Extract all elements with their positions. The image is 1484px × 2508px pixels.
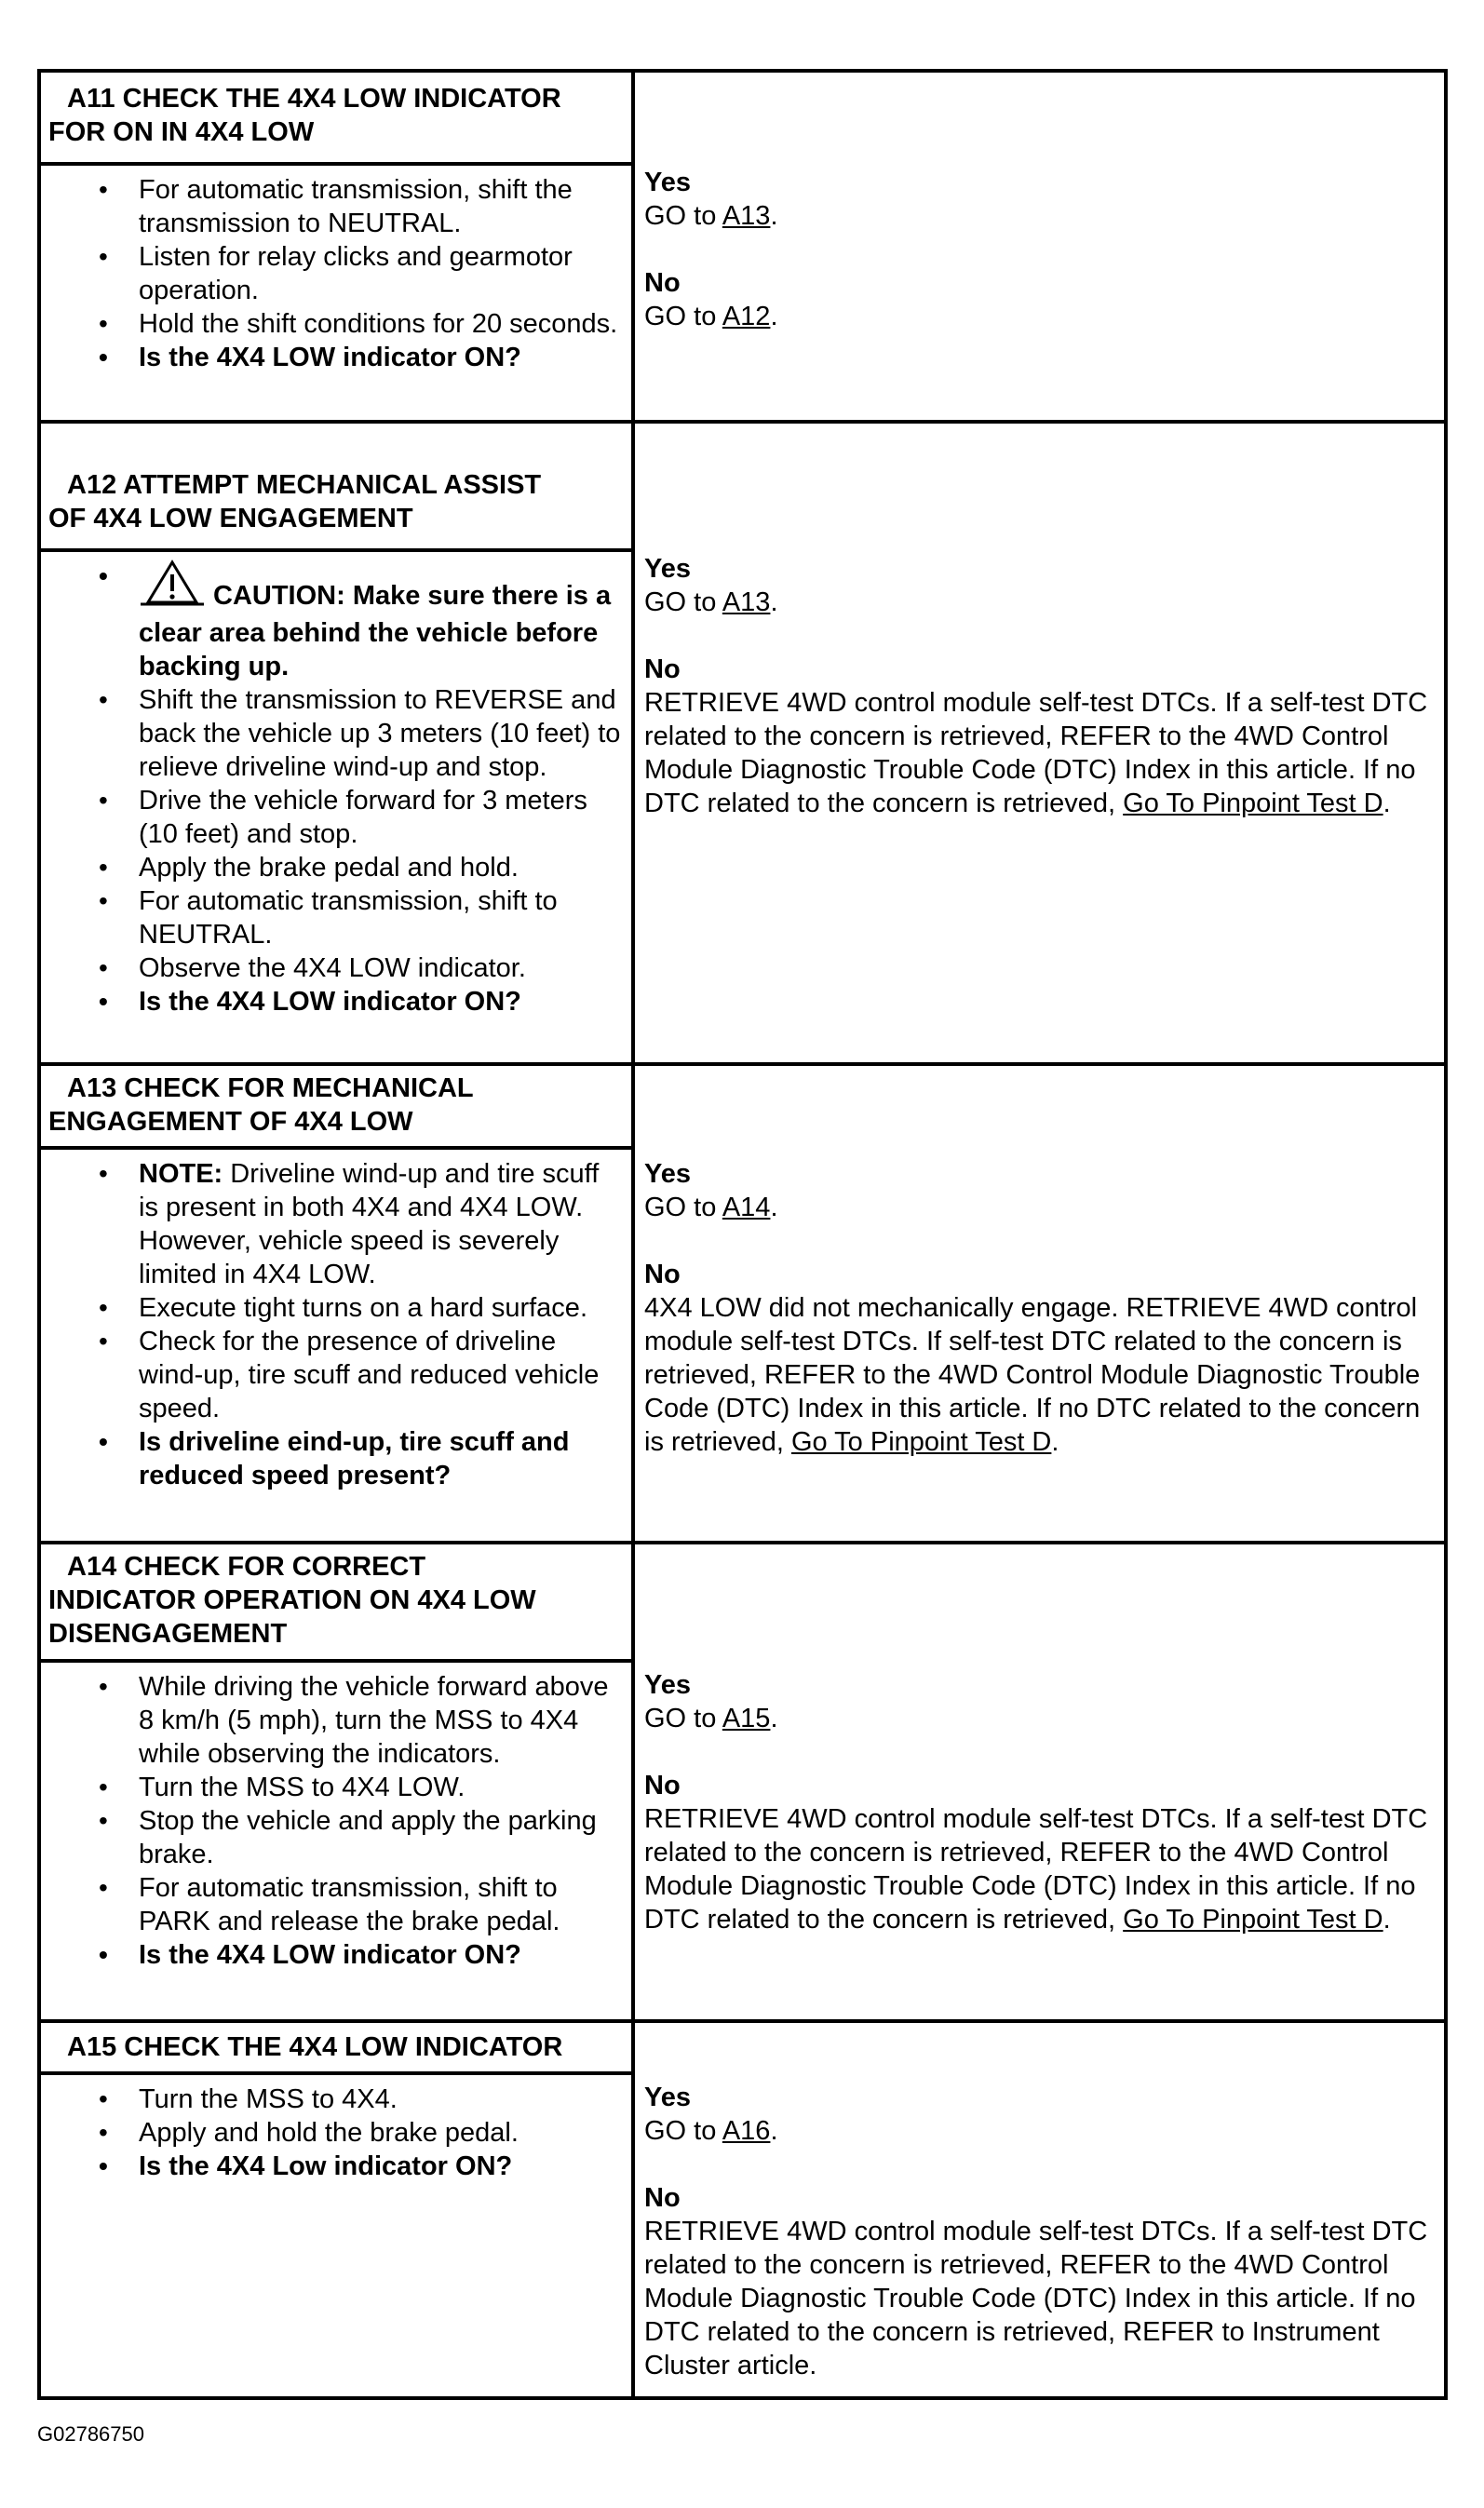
list-item: • Observe the 4X4 LOW indicator.	[41, 951, 624, 985]
goto-a13-link[interactable]: A13	[722, 201, 771, 231]
yes-action: GO to A14.	[644, 1193, 778, 1222]
no-answer	[644, 653, 1433, 820]
yes-action-text: GO to	[644, 201, 722, 231]
step-heading	[41, 424, 631, 552]
note-text: Driveline wind-up and tire scuff is present in both 4X4 and 4X4 LOW. However, vehicle speed is severely limited in 4X4 LOW.	[139, 1159, 600, 1289]
list-item: • Apply the brake pedal and hold.	[41, 851, 624, 884]
no-label: No	[644, 1260, 681, 1289]
goto-a13-link[interactable]: A13	[722, 587, 771, 617]
yes-label: Yes	[644, 1159, 691, 1189]
list-item: • Turn the MSS to 4X4 LOW.	[41, 1771, 624, 1804]
yes-answer	[644, 166, 1433, 233]
caution-item	[41, 560, 624, 683]
yes-answer	[644, 552, 1433, 619]
no-label: No	[644, 654, 681, 684]
step-answers	[635, 1066, 1444, 1541]
yes-action: GO to A16.	[644, 2116, 778, 2146]
yes-action: GO to A13.	[644, 201, 778, 231]
answer-gap	[644, 619, 1433, 653]
test-step-a14	[41, 1544, 1444, 2023]
no-action: RETRIEVE 4WD control module self-test DTCs. If a self-test DTC related to the concern is retrieved, REFER to the 4WD Control Module Diagnostic Trouble Code (DTC) Index in this article. If no DTC related to the concern is retrieved, Go To Pinpoint Test D.	[644, 1804, 1428, 1935]
caution-text: CAUTION: Make sure there is a clear area behind the vehicle before backing up.	[139, 581, 612, 681]
yes-action-text: GO to	[644, 1704, 722, 1733]
step-instructions	[41, 2023, 635, 2396]
goto-a15-link[interactable]: A15	[722, 1704, 771, 1733]
no-label: No	[644, 268, 681, 298]
no-action: RETRIEVE 4WD control module self-test DTCs. If a self-test DTC related to the concern is retrieved, REFER to the 4WD Control Module Diagnostic Trouble Code (DTC) Index in this article. If no DTC related to the concern is retrieved, Go To Pinpoint Test D.	[644, 688, 1428, 818]
step-heading	[41, 73, 631, 166]
list-item: • Drive the vehicle forward for 3 meters (10 feet) and stop.	[41, 784, 624, 851]
step-heading-line1: A13 CHECK FOR MECHANICAL	[67, 1073, 474, 1103]
test-step-a12	[41, 424, 1444, 1066]
note-label: NOTE:	[139, 1159, 223, 1189]
step-heading-line2: FOR ON IN 4X4 LOW	[48, 117, 315, 147]
caution-triangle-icon	[139, 560, 206, 616]
goto-a14-link[interactable]: A14	[722, 1193, 771, 1222]
yes-answer	[644, 2081, 1433, 2148]
step-heading	[41, 1066, 631, 1150]
step-action-list	[41, 552, 631, 1022]
list-item: • Shift the transmission to REVERSE and back the vehicle up 3 meters (10 feet) to relieve driveline wind-up and stop.	[41, 683, 624, 784]
step-instructions	[41, 73, 635, 420]
list-item: • Stop the vehicle and apply the parking brake.	[41, 1804, 624, 1871]
step-heading-line1: A15 CHECK THE 4X4 LOW INDICATOR	[67, 2032, 563, 2062]
step-heading-line2: OF 4X4 LOW ENGAGEMENT	[48, 504, 413, 533]
step-heading-line2: INDICATOR OPERATION ON 4X4 LOW DISENGAGEMENT	[48, 1585, 536, 1649]
step-instructions	[41, 424, 635, 1062]
no-answer	[644, 2181, 1433, 2382]
yes-answer	[644, 1668, 1433, 1735]
answer-gap	[644, 233, 1433, 266]
step-action-list	[41, 2075, 631, 2187]
step-heading-line2: ENGAGEMENT OF 4X4 LOW	[48, 1107, 413, 1137]
list-item: • Execute tight turns on a hard surface.	[41, 1291, 624, 1325]
figure-id: G02786750	[37, 2422, 144, 2446]
step-answers	[635, 424, 1444, 1062]
step-action-list	[41, 166, 631, 378]
no-action-text: RETRIEVE 4WD control module self-test DTCs. If a self-test DTC related to the concern is retrieved, REFER to the 4WD Control Module Diagnostic Trouble Code (DTC) Index in this article. If no DTC related to the concern is retrieved,	[644, 688, 1428, 818]
list-item: • For automatic transmission, shift the transmission to NEUTRAL.	[41, 173, 624, 240]
step-answers	[635, 2023, 1444, 2396]
no-action: RETRIEVE 4WD control module self-test DTCs. If a self-test DTC related to the concern is retrieved, REFER to the 4WD Control Module Diagnostic Trouble Code (DTC) Index in this article. If no DTC related to the concern is retrieved, REFER to Instrument Cluster article.	[644, 2217, 1428, 2380]
answer-gap	[644, 2148, 1433, 2181]
test-step-a11	[41, 73, 1444, 424]
answer-gap	[644, 1224, 1433, 1258]
diagnostic-page	[37, 69, 1448, 2400]
step-answers	[635, 73, 1444, 420]
yes-action-text: GO to	[644, 2116, 722, 2146]
no-answer	[644, 266, 1433, 333]
no-label: No	[644, 1771, 681, 1800]
yes-label: Yes	[644, 1670, 691, 1700]
step-heading	[41, 2023, 631, 2075]
no-action: 4X4 LOW did not mechanically engage. RETRIEVE 4WD control module self-test DTCs. If self-test DTC related to the concern is retrieved, REFER to the 4WD Control Module Diagnostic Trouble Code (DTC) Index in this article. If no DTC related to the concern is retrieved, Go To Pinpoint Test D.	[644, 1293, 1421, 1457]
note-item	[41, 1157, 624, 1291]
yes-action-text: GO to	[644, 587, 722, 617]
step-question: • Is the 4X4 Low indicator ON?	[41, 2150, 624, 2183]
goto-a16-link[interactable]: A16	[722, 2116, 771, 2146]
list-item: • While driving the vehicle forward above 8 km/h (5 mph), turn the MSS to 4X4 while observing the indicators.	[41, 1670, 624, 1771]
step-question: • Is the 4X4 LOW indicator ON?	[41, 1938, 624, 1972]
no-label: No	[644, 2183, 681, 2213]
step-heading-line1: A12 ATTEMPT MECHANICAL ASSIST	[67, 470, 542, 500]
yes-answer	[644, 1157, 1433, 1224]
list-item: • Check for the presence of driveline wind-up, tire scuff and reduced vehicle speed.	[41, 1325, 624, 1425]
step-heading	[41, 1544, 631, 1663]
no-action: GO to A12.	[644, 302, 778, 331]
pinpoint-test-d-link[interactable]: Go To Pinpoint Test D	[1123, 789, 1383, 818]
yes-label: Yes	[644, 168, 691, 197]
test-step-a15	[41, 2023, 1444, 2396]
no-answer	[644, 1769, 1433, 1936]
yes-action-text: GO to	[644, 1193, 722, 1222]
pinpoint-test-table	[37, 69, 1448, 2400]
step-question: • Is the 4X4 LOW indicator ON?	[41, 341, 624, 374]
step-answers	[635, 1544, 1444, 2019]
no-action-text: 4X4 LOW did not mechanically engage. RETRIEVE 4WD control module self-test DTCs. If self-test DTC related to the concern is retrieved, REFER to the 4WD Control Module Diagnostic Trouble Code (DTC) Index in this article. If no DTC related to the concern is retrieved,	[644, 1293, 1421, 1457]
step-action-list	[41, 1663, 631, 1975]
yes-action: GO to A15.	[644, 1704, 778, 1733]
list-item: • For automatic transmission, shift to PARK and release the brake pedal.	[41, 1871, 624, 1938]
step-instructions	[41, 1544, 635, 2019]
list-item: • Listen for relay clicks and gearmotor operation.	[41, 240, 624, 307]
step-action-list	[41, 1150, 631, 1496]
list-item: • For automatic transmission, shift to NEUTRAL.	[41, 884, 624, 951]
list-item: • Turn the MSS to 4X4.	[41, 2083, 624, 2116]
list-item: • Apply and hold the brake pedal.	[41, 2116, 624, 2150]
goto-a12-link[interactable]: A12	[722, 302, 771, 331]
no-action-text: GO to	[644, 302, 722, 331]
yes-action: GO to A13.	[644, 587, 778, 617]
step-question: • Is the 4X4 LOW indicator ON?	[41, 985, 624, 1018]
yes-label: Yes	[644, 2083, 691, 2112]
no-action-text: RETRIEVE 4WD control module self-test DTCs. If a self-test DTC related to the concern is retrieved, REFER to the 4WD Control Module Diagnostic Trouble Code (DTC) Index in this article. If no DTC related to the concern is retrieved,	[644, 1804, 1428, 1935]
step-heading-line1: A14 CHECK FOR CORRECT	[67, 1552, 426, 1582]
list-item: • Hold the shift conditions for 20 seconds.	[41, 307, 624, 341]
answer-gap	[644, 1735, 1433, 1769]
step-heading-line1: A11 CHECK THE 4X4 LOW INDICATOR	[67, 84, 561, 114]
pinpoint-test-d-link[interactable]: Go To Pinpoint Test D	[790, 1427, 1052, 1457]
step-question: • Is driveline eind-up, tire scuff and reduced speed present?	[41, 1425, 624, 1492]
test-step-a13	[41, 1066, 1444, 1544]
yes-label: Yes	[644, 554, 691, 584]
no-answer	[644, 1258, 1433, 1459]
step-instructions	[41, 1066, 635, 1541]
pinpoint-test-d-link[interactable]: Go To Pinpoint Test D	[1123, 1905, 1383, 1935]
